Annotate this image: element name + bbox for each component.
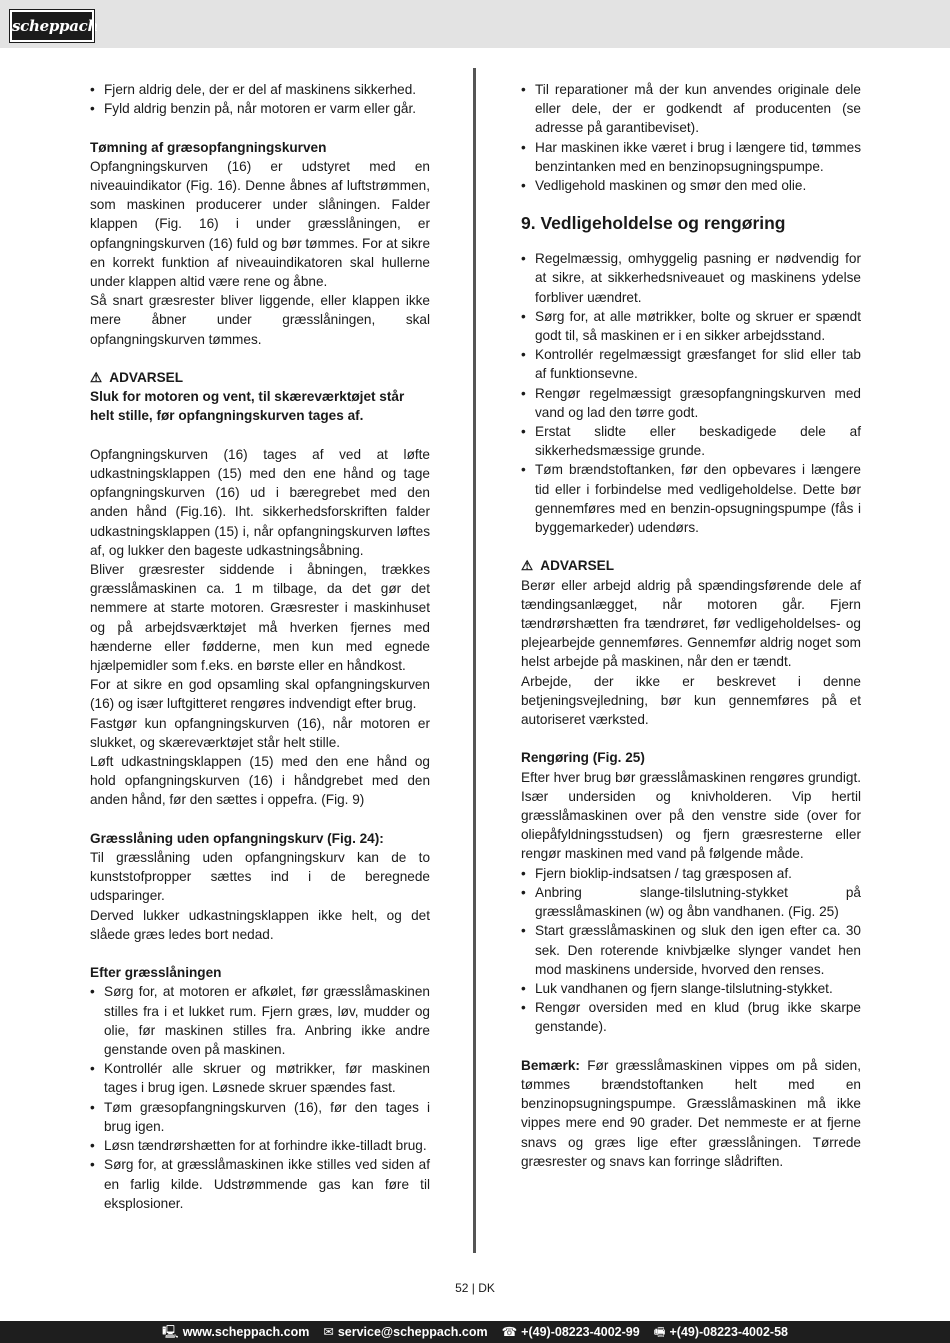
email-link[interactable]: service@scheppach.com	[337, 1325, 488, 1339]
list-item: • Kontrollér alle skruer og møtrikker, før maskinen tages i brug igen. Løsnede skruer spændes fast.	[90, 1059, 430, 1097]
paragraph: Til græsslåning uden opfangningskurv kan de to kunststofpropper sættes ind i de beregnede udsparinger.	[90, 850, 430, 904]
footer-bar	[0, 1321, 950, 1343]
note-text: Før græsslåmaskinen vippes om på siden, tømmes brændstoftanken helt med en benzinopsugningspumpe. Græsslåmaskinen må ikke vippes mere end 90 grader. Det nemmeste er at fjerne snavs og græs lige efter græsslåningen. Tørrede græsrester og snavs kan forringe slådriften.	[521, 1057, 861, 1169]
paragraph: Arbejde, der ikke er beskrevet i denne betjeningsvejledning, bør kun gennemføres på et autoriseret værksted.	[521, 673, 861, 728]
warning-triangle-icon: ⚠	[521, 558, 534, 574]
after-mowing-list	[90, 982, 430, 1212]
list-item: • Start græsslåmaskinen og sluk den igen efter ca. 30 sek. Den roterende knivbjælke slynger vandet hen mod maskinens underside, hvorved den renses.	[521, 921, 861, 979]
monitor-icon: 🖳	[162, 1325, 179, 1339]
list-item: • Rengør regelmæssigt græsopfangningskurven med vand og lad den tørre godt.	[521, 384, 861, 422]
safety-bullet-list	[90, 80, 430, 118]
warning-heading	[90, 368, 430, 387]
list-item: • Til reparationer må der kun anvendes originale dele eller dele, der er godkendt af producenten (se adresse på garantibeviset).	[521, 80, 861, 138]
column-divider	[473, 68, 476, 1253]
list-item: • Fjern bioklip-indsatsen / tag græsposen af.	[521, 864, 861, 883]
fax-contact	[654, 1321, 788, 1343]
warning-label: ADVARSEL	[540, 558, 615, 574]
list-item: • Regelmæssig, omhyggelig pasning er nødvendig for at sikre, at sikkerhedsniveauet og maskinens ydelse forbliver uændret.	[521, 249, 861, 307]
right-column	[521, 80, 861, 1171]
warning-heading	[521, 556, 861, 575]
maintenance-list	[521, 249, 861, 537]
list-item: • Løsn tændrørshætten for at forhindre ikke-tilladt brug.	[90, 1136, 430, 1155]
paragraph: Så snart græsrester bliver liggende, eller klappen ikke mere åbner under græsslåningen, skal opfangningskurven tømmes.	[90, 293, 430, 347]
website-contact	[162, 1321, 309, 1343]
paragraph: Bliver græsrester siddende i åbningen, trækkes græsslåmaskinen ca. 1 m tilbage, da det gør det nemmere at starte motoren. Græsrester i maskinhuset og på arbejdsværktøjet må hverken fjernes med hænderne eller fødderne, men kun med egnede hjælpemidler som f.eks. en børste eller en håndkost.	[90, 562, 430, 674]
email-contact	[323, 1321, 487, 1343]
list-item: • Anbring slange-tilslutning-stykket på græsslåmaskinen (w) og åbn vandhanen. (Fig. 25)	[521, 883, 861, 921]
section-heading: 9. Vedligeholdelse og rengøring	[521, 213, 786, 234]
list-item: • Har maskinen ikke været i brug i længere tid, tømmes benzintanken med en benzinopsugningspumpe.	[521, 138, 861, 176]
paragraph: Derved lukker udkastningsklappen ikke helt, og det slåede græs ledes bort nedad.	[90, 907, 430, 942]
list-item: • Sørg for, at motoren er afkølet, før græsslåmaskinen stilles fra i et lukket rum. Fjern græs, løv, mudder og olie, før maskinen stilles fra. Anbring ikke andre genstande oven på maskinen.	[90, 982, 430, 1059]
paragraph: Berør eller arbejd aldrig på spændingsførende dele af tændingsanlægget, når motoren går. Fjern tændrørshætten fra tændrøret, før vedligeholdelses- og plejearbejde gennemføres. Gennemfør aldrig noget som helst arbejde på maskinen, når den er tændt.	[521, 577, 861, 670]
list-item: • Kontrollér regelmæssigt græsfanget for slid eller tab af funktionsevne.	[521, 345, 861, 383]
phone-number: +(49)-08223-4002-99	[521, 1325, 640, 1339]
warning-text: Sluk for motoren og vent, til skæreværktøjet står helt stille, før opfangningskurven tages af.	[90, 389, 405, 424]
note-label: Bemærk:	[521, 1057, 580, 1073]
note-paragraph	[521, 1056, 861, 1171]
cleaning-list	[521, 864, 861, 1037]
brand-logo: scheppach	[10, 10, 94, 42]
list-item: • Sørg for, at alle møtrikker, bolte og skruer er spændt godt til, så maskinen er i en sikker arbejdsstand.	[521, 307, 861, 345]
list-item: • Luk vandhanen og fjern slange-tilslutning-stykket.	[521, 979, 861, 998]
paragraph: For at sikre en god opsamling skal opfangningskurven (16) og især luftgitteret rengøres indvendigt efter brug.	[90, 677, 430, 712]
mowing-heading: Græsslåning uden opfangningskurv (Fig. 24):	[90, 830, 384, 846]
cleaning-heading: Rengøring (Fig. 25)	[521, 750, 645, 766]
website-link[interactable]: www.scheppach.com	[182, 1325, 310, 1339]
left-column	[90, 80, 430, 1213]
after-mowing-heading: Efter græsslåningen	[90, 965, 222, 981]
page-number: 52 | DK	[455, 1281, 495, 1295]
paragraph: Løft udkastningsklappen (15) med den ene hånd og hold opfangningskurven (16) i håndgrebet med den anden hånd, før den sættes i oppefra. (Fig. 9)	[90, 754, 430, 808]
list-item: • Fyld aldrig benzin på, når motoren er varm eller går.	[90, 99, 430, 118]
list-item: • Tøm brændstoftanken, før den opbevares i længere tid eller i forbindelse med vedligeholdelse. Dette bør gennemføres med en benzin-opsugningspumpe (fås i byggemarkeder) udendørs.	[521, 460, 861, 537]
list-item: • Fjern aldrig dele, der er del af maskinens sikkerhed.	[90, 80, 430, 99]
phone-icon: ☎	[501, 1325, 518, 1339]
paragraph: Fastgør kun opfangningskurven (16), når motoren er slukket, og skæreværktøjet står helt stille.	[90, 715, 430, 750]
warning-label: ADVARSEL	[109, 370, 184, 386]
list-item: • Sørg for, at græsslåmaskinen ikke stilles ved siden af en farlig kilde. Udstrømmende gas kan føre til eksplosioner.	[90, 1155, 430, 1213]
list-item: • Tøm græsopfangningskurven (16), før den tages i brug igen.	[90, 1098, 430, 1136]
paragraph: Opfangningskurven (16) tages af ved at løfte udkastningsklappen (15) med den ene hånd og tage opfangningskurven (16) ud i bæregrebet med den anden hånd (Fig.16). Iht. sikkerhedsforskriften falder udkastningsklappen (15) i, når opfangningskurven løftes af, og lukker den bageste udkastningsåbning.	[90, 446, 430, 558]
fax-icon: 🖷	[653, 1325, 666, 1339]
mail-icon: ✉	[323, 1325, 334, 1339]
list-item: • Erstat slidte eller beskadigede dele af sikkerhedsmæssige grunde.	[521, 422, 861, 460]
warning-triangle-icon: ⚠	[90, 370, 103, 386]
list-item: • Rengør oversiden med en klud (brug ikke skarpe genstande).	[521, 998, 861, 1036]
fax-number: +(49)-08223-4002-58	[669, 1325, 788, 1339]
list-item: • Vedligehold maskinen og smør den med olie.	[521, 176, 861, 195]
repair-bullet-list	[521, 80, 861, 195]
header-band	[0, 0, 950, 48]
emptying-heading: Tømning af græsopfangningskurven	[90, 139, 327, 155]
paragraph: Efter hver brug bør græsslåmaskinen rengøres grundigt. Især undersiden og knivholderen. Vip hertil græsslåmaskinen over på den venstre side (over for oliepåfyldningsstudsen) og fjern græsresterne eller rengør maskinen med vand på følgende måde.	[521, 769, 861, 862]
phone-contact	[502, 1321, 640, 1343]
paragraph: Opfangningskurven (16) er udstyret med en niveauindikator (Fig. 16). Denne åbnes af luftstrømmen, som maskinen producerer under slåningen. Falder klappen (Fig. 16) i under græsslåningen, er opfangningskurven (16) fuld og bør tømmes. For at sikre en korrekt funktion af niveauindikatoren skal hullerne under klappen altid være rene og åbne.	[90, 158, 430, 290]
